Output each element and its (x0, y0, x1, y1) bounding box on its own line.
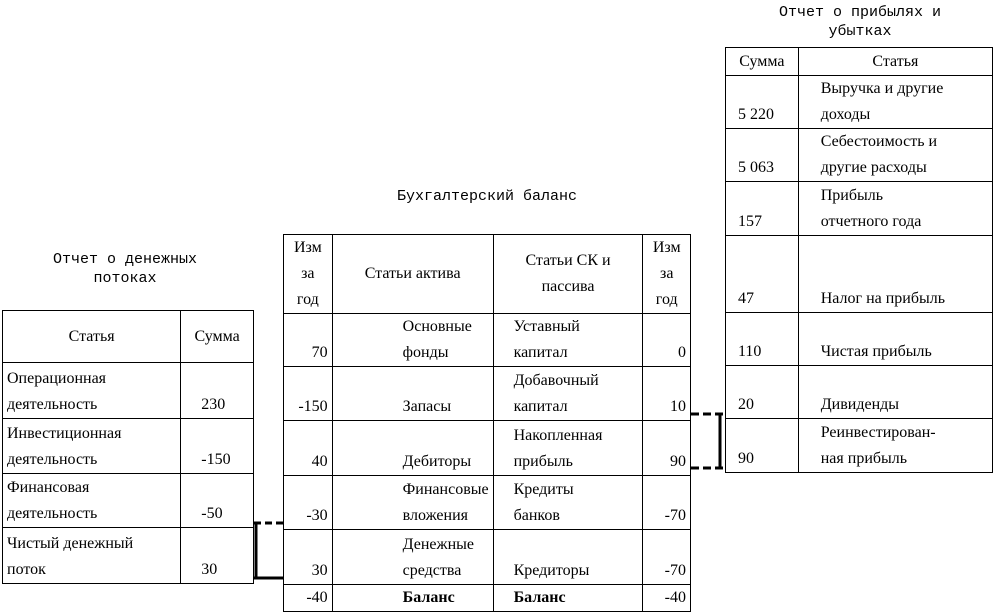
liability-change: 90 (643, 421, 691, 476)
pnl-title-line1: Отчет о прибылях и (778, 4, 942, 21)
pnl-value: 110 (726, 313, 799, 366)
pnl-title-line2: убытках (828, 23, 892, 40)
liability-change: 0 (643, 314, 691, 367)
cashflow-header-item: Статья (3, 311, 181, 363)
pnl-value: 5 063 (726, 129, 799, 182)
liability-change: 10 (643, 367, 691, 421)
pnl-value: 5 220 (726, 76, 799, 129)
pnl-header-item: Статья (798, 48, 992, 76)
asset-item: Основные фонды (332, 314, 493, 367)
liability-change-total: -40 (643, 585, 691, 612)
asset-change-total: -40 (284, 585, 333, 612)
pnl-value: 90 (726, 419, 799, 473)
asset-item: Дебиторы (332, 421, 493, 476)
liability-item: Кредиторы (493, 530, 643, 585)
liability-total-label: Баланс (493, 585, 643, 612)
cashflow-item: Чистый денежный поток (3, 528, 181, 584)
cashflow-item: Финансовая деятельность (3, 474, 181, 528)
cashflow-title-line1: Отчет о денежных (52, 251, 198, 268)
liability-item: Добавочный капитал (493, 367, 643, 421)
asset-item: Денежные средства (332, 530, 493, 585)
cashflow-header-amount: Сумма (181, 311, 254, 363)
cashflow-title-line2: потоках (93, 270, 157, 287)
balance-header-equity: Статьи СК и пассива (493, 235, 643, 314)
connector-cash (254, 523, 283, 578)
pnl-value: 157 (726, 182, 799, 236)
pnl-item: Реинвестирован- ная прибыль (798, 419, 992, 473)
pnl-item: Прибыль отчетного года (798, 182, 992, 236)
asset-change: 70 (284, 314, 333, 367)
asset-item: Запасы (332, 367, 493, 421)
cashflow-value: -50 (181, 474, 254, 528)
liability-item: Уставный капитал (493, 314, 643, 367)
pnl-item: Дивиденды (798, 366, 992, 419)
cashflow-value: 230 (181, 363, 254, 419)
connector-retained (691, 414, 725, 468)
cashflow-value: -150 (181, 419, 254, 474)
pnl-value: 47 (726, 236, 799, 313)
pnl-item: Выручка и другие доходы (798, 76, 992, 129)
cashflow-item: Операционная деятельность (3, 363, 181, 419)
balance-title: Бухгалтерский баланс (396, 188, 578, 205)
asset-change: -30 (284, 476, 333, 530)
asset-item: Финансовые вложения (332, 476, 493, 530)
balance-header-assets: Статьи актива (332, 235, 493, 314)
pnl-value: 20 (726, 366, 799, 419)
asset-change: -150 (284, 367, 333, 421)
pnl-header-amount: Сумма (726, 48, 799, 76)
pnl-item: Себестоимость и другие расходы (798, 129, 992, 182)
liability-change: -70 (643, 530, 691, 585)
pnl-item: Налог на прибыль (798, 236, 992, 313)
cashflow-item: Инвестиционная деятельность (3, 419, 181, 474)
asset-change: 30 (284, 530, 333, 585)
asset-total-label: Баланс (332, 585, 493, 612)
liability-change: -70 (643, 476, 691, 530)
liability-item: Накопленная прибыль (493, 421, 643, 476)
liability-item: Кредиты банков (493, 476, 643, 530)
balance-header-change-assets: Изм за год (284, 235, 333, 314)
asset-change: 40 (284, 421, 333, 476)
cashflow-value: 30 (181, 528, 254, 584)
pnl-item: Чистая прибыль (798, 313, 992, 366)
balance-header-change-liab: Изм за год (643, 235, 691, 314)
